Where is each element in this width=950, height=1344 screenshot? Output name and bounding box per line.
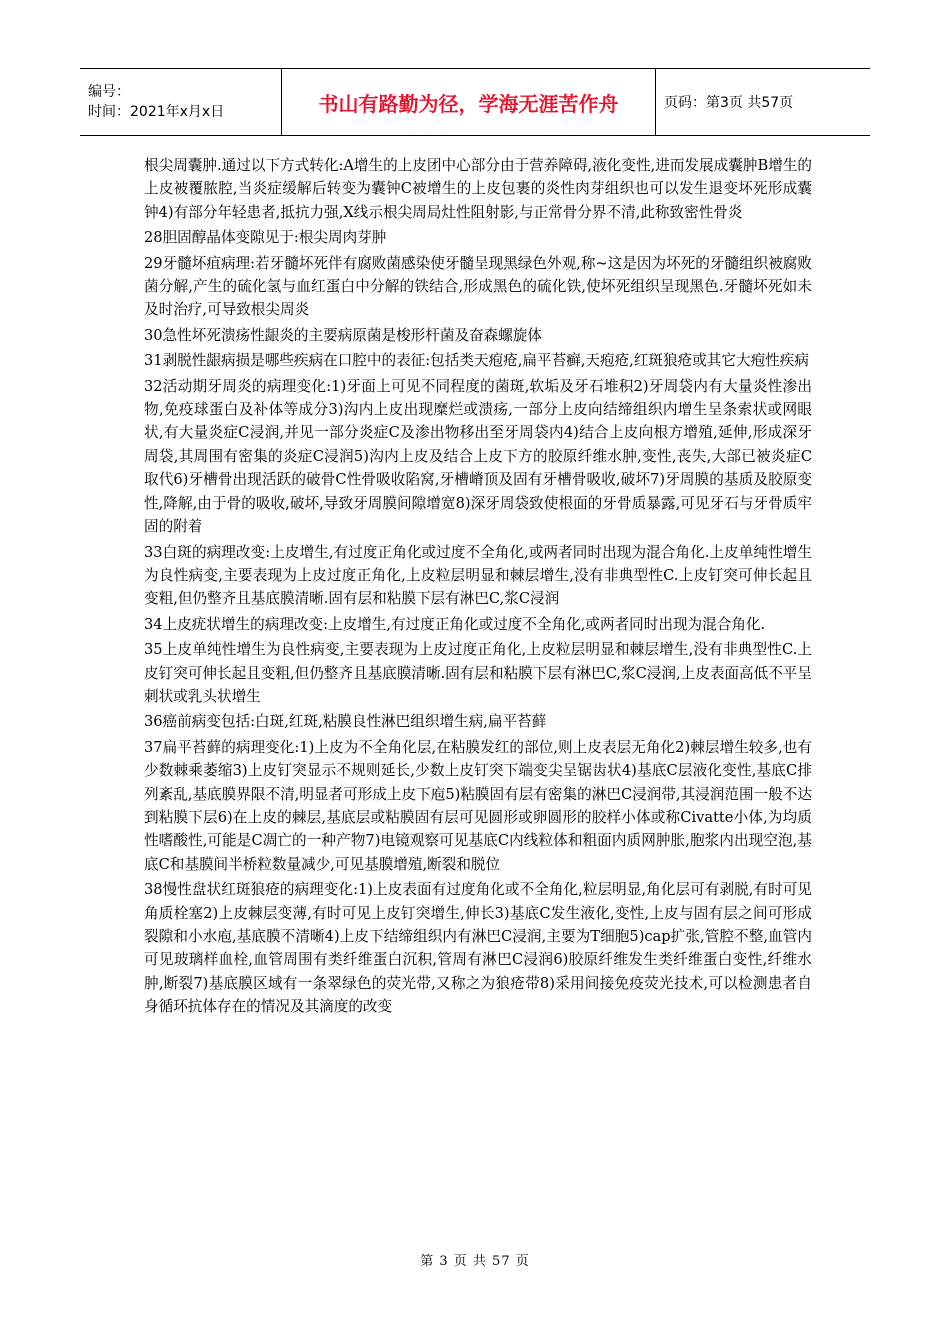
paragraph: 36癌前病变包括:白斑,红斑,粘膜良性淋巴组织增生病,扁平苔藓 [144, 713, 547, 731]
paragraph: 37扁平苔藓的病理变化:1)上皮为不全角化层,在粘膜发红的部位,则上皮表层无角化2)棘层增生较多,也有少数棘乘萎缩3)上皮钉突显示不规则延长,少数上皮钉突下端变尖呈锯齿状4)基底C层液化变性,基底C排列紊乱,基底膜界限不清,明显者可形成上皮下庖5)粘膜固有层有密集的淋巴C浸润带,其浸润范围一般不达到粘膜下层6)在上皮的棘层,基底层或粘膜固有层可见圆形或卵圆形的胶样小体或称Civatte小体,为均质性嗜酸性,可能是C凋亡的一种产物7)电镜观察可见基底C内线粒体和粗面内质网肿胀,胞浆内出现空泡,基底C和基膜间半桥粒数量减少,可见基膜增殖,断裂和脱位 [144, 738, 812, 873]
paragraph: 38慢性盘状红斑狼疮的病理变化:1)上皮表面有过度角化或不全角化,粒层明显,角化层可有剥脱,有时可见角质栓塞2)上皮棘层变薄,有时可见上皮钉突增生,伸长3)基底C发生液化,变性,上皮与固有层之间可形成裂隙和小水庖,基底膜不清晰4)上皮下结缔组织内有淋巴C浸润,主要为T细胞5)cap扩张,管腔不整,血管内可见玻璃样血栓,血管周围有类纤维蛋白沉积,管周有淋巴C浸润6)胶原纤维发生类纤维蛋白变性,纤维水肿,断裂7)基底膜区域有一条翠绿色的荧光带,又称之为狼疮带8)采用间接免疫荧光技术,可以检测患者自身循环抗体存在的情况及其滴度的改变 [144, 881, 812, 1016]
page-header [80, 68, 870, 136]
date-label: 时间：2021年x月x日 [88, 104, 225, 120]
header-meta [80, 69, 282, 135]
page-footer: 第 3 页 共 57 页 [420, 1254, 530, 1269]
paragraph: 根尖周囊肿.通过以下方式转化:A增生的上皮团中心部分由于营养障碍,液化变性,进而发展成囊肿B增生的上皮被覆脓腔,当炎症缓解后转变为囊钟C被增生的上皮包裹的炎性肉芽组织也可以发生退变坏死形成囊钟4)有部分年轻患者,抵抗力强,X线示根尖周局灶性阻射影,与正常骨分界不清,此称致密性骨炎 [144, 157, 812, 221]
paragraph: 35上皮单纯性增生为良性病变,主要表现为上皮过度正角化,上皮粒层明显和棘层增生,没有非典型性C.上皮钉突可伸长起且变粗,但仍整齐且基底膜清晰.固有层和粘膜下层有淋巴C,浆C浸润,上皮表面高低不平呈刺状或乳头状增生 [144, 641, 812, 705]
paragraph: 33白斑的病理改变:上皮增生,有过度正角化或过度不全角化,或两者同时出现为混合角化.上皮单纯性增生为良性病变,主要表现为上皮过度正角化,上皮粒层明显和棘层增生,没有非典型性C.上皮钉突可伸长起且变粗,但仍整齐且基底膜清晰.固有层和粘膜下层有淋巴C,浆C浸润 [144, 543, 812, 608]
paragraph: 34上皮疣状增生的病理改变:上皮增生,有过度正角化或过度不全角化,或两者同时出现为混合角化. [144, 615, 766, 633]
paragraph: 29牙髓坏疽病理:若牙髓坏死伴有腐败菌感染使牙髓呈现黑绿色外观,称~这是因为坏死的牙髓组织被腐败菌分解,产生的硫化氢与血红蛋白中分解的铁结合,形成黑色的硫化铁,使坏死组织呈现黑色.牙髓坏死如未及时治疗,可导致根尖周炎 [144, 254, 812, 319]
header-motto: 书山有路勤为径，学海无涯苦作舟 [282, 69, 656, 135]
document-body [144, 154, 812, 1021]
paragraph: 31剥脱性龈病损是哪些疾病在口腔中的表征:包括类天疱疮,扁平苔癣,天疱疮,红斑狼疮或其它大疱性疾病 [144, 352, 809, 370]
paragraph: 28胆固醇晶体变隙见于:根尖周肉芽肿 [144, 229, 387, 247]
code-label: 编号： [88, 84, 130, 100]
header-page-number: 页码：第3页 共57页 [664, 95, 794, 111]
paragraph: 30急性坏死溃疡性龈炎的主要病原菌是梭形杆菌及奋森螺旋体 [144, 326, 543, 344]
paragraph: 32活动期牙周炎的病理变化:1)牙面上可见不同程度的菌斑,软垢及牙石堆积2)牙周袋内有大量炎性渗出物,免疫球蛋白及补体等成分3)沟内上皮出现糜烂或溃疡,一部分上皮向结缔组织内增生呈条索状或网眼状,有大量炎症C浸润,并见一部分炎症C及渗出物移出至牙周袋内4)结合上皮向根方增殖,延伸,形成深牙周袋,其周围有密集的炎症C浸润5)沟内上皮及结合上皮下方的胶原纤维水肿,变性,丧失,大部已被炎症C取代6)牙槽骨出现活跃的破骨C性骨吸收陷窝,牙槽嵴顶及固有牙槽骨吸收,破坏7)牙周膜的基质及胶原变性,降解,由于骨的吸收,破坏,导致牙周膜间隙增宽8)深牙周袋致使根面的牙骨质暴露,可见牙石与牙骨质牢固的附着 [144, 377, 812, 536]
